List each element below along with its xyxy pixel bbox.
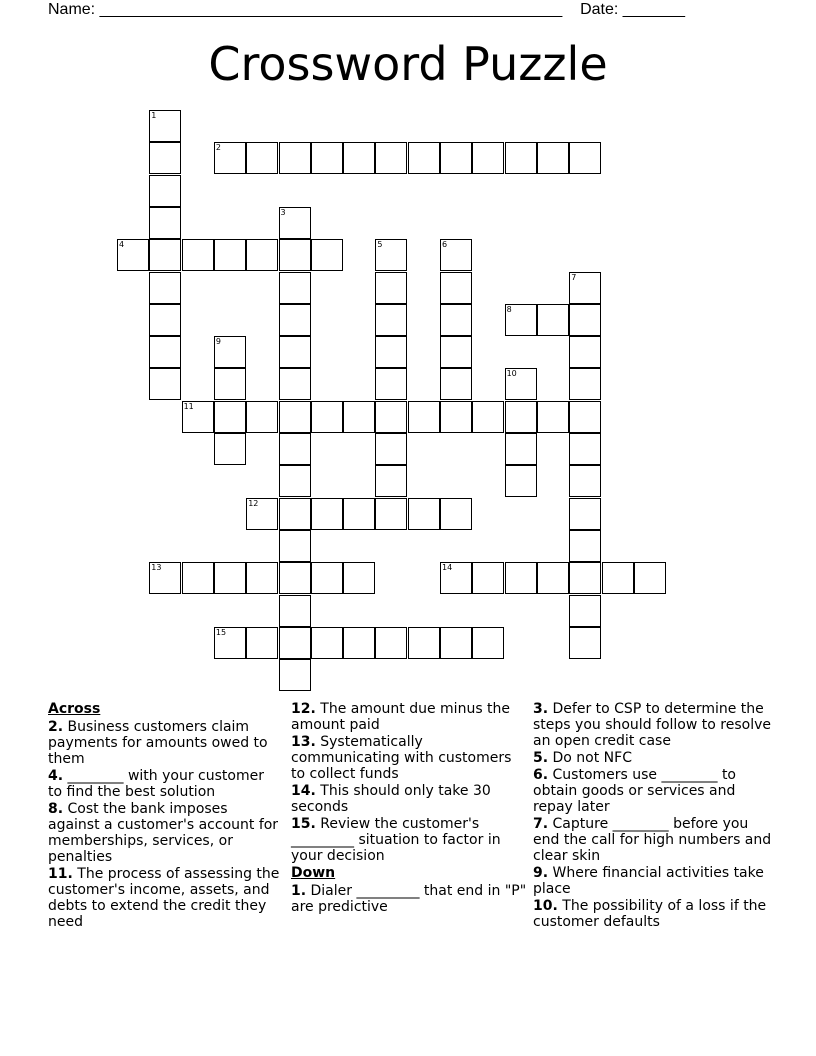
crossword-cell[interactable] — [505, 142, 537, 174]
clue-down — [533, 865, 773, 897]
clue-across — [48, 719, 280, 767]
crossword-cell[interactable] — [149, 562, 181, 594]
crossword-cell[interactable] — [505, 401, 537, 433]
crossword-cell[interactable] — [569, 272, 601, 304]
crossword-cell[interactable] — [602, 562, 634, 594]
crossword-cell[interactable] — [440, 401, 472, 433]
crossword-cell[interactable] — [182, 401, 214, 433]
crossword-cell[interactable] — [408, 498, 440, 530]
clue-text: Capture ________ before you end the call for high numbers and clear skin — [533, 816, 772, 864]
crossword-cell[interactable] — [569, 142, 601, 174]
clue-number: 3. — [533, 701, 549, 717]
crossword-cell[interactable] — [149, 304, 181, 336]
crossword-cell[interactable] — [375, 272, 407, 304]
cell-number: 5 — [377, 240, 383, 250]
clue-text: Review the customer's _________ situation to factor in your decision — [291, 816, 501, 864]
clue-number: 7. — [533, 816, 549, 832]
crossword-cell[interactable] — [279, 368, 311, 400]
crossword-cell[interactable] — [440, 336, 472, 368]
crossword-cell[interactable] — [440, 627, 472, 659]
clue-down — [291, 883, 527, 915]
crossword-cell[interactable] — [472, 627, 504, 659]
clue-text: Dialer _________ that end in "P" are predictive — [291, 883, 527, 915]
crossword-cell[interactable] — [569, 530, 601, 562]
clue-down — [533, 701, 773, 749]
crossword-cell[interactable] — [375, 142, 407, 174]
crossword-cell[interactable] — [214, 142, 246, 174]
crossword-cell[interactable] — [149, 272, 181, 304]
crossword-cell[interactable] — [343, 142, 375, 174]
crossword-cell[interactable] — [279, 530, 311, 562]
cell-number: 4 — [119, 240, 125, 250]
clue-column-1 — [48, 701, 280, 931]
cell-number: 15 — [215, 627, 227, 637]
clue-text: The possibility of a loss if the customer defaults — [533, 898, 767, 930]
crossword-cell[interactable] — [246, 562, 278, 594]
clue-number: 4. — [48, 768, 64, 784]
crossword-cell[interactable] — [279, 401, 311, 433]
crossword-cell[interactable] — [246, 627, 278, 659]
crossword-cell[interactable] — [569, 465, 601, 497]
crossword-cell[interactable] — [279, 239, 311, 271]
clue-text: The amount due minus the amount paid — [291, 701, 511, 733]
crossword-cell[interactable] — [279, 465, 311, 497]
crossword-cell[interactable] — [279, 336, 311, 368]
crossword-cell[interactable] — [117, 239, 149, 271]
clue-across — [48, 801, 280, 865]
clue-across — [48, 768, 280, 800]
cell-number: 6 — [442, 240, 448, 250]
down-heading: Down — [291, 865, 336, 881]
cell-number: 13 — [151, 563, 162, 573]
crossword-cell[interactable] — [472, 401, 504, 433]
crossword-cell[interactable] — [149, 142, 181, 174]
clue-column-3 — [533, 701, 773, 931]
clue-number: 11. — [48, 866, 73, 882]
crossword-cell[interactable] — [279, 627, 311, 659]
clue-text: Cost the bank imposes against a customer's account for memberships, services, or penalties — [48, 801, 279, 865]
crossword-cell[interactable] — [440, 272, 472, 304]
crossword-cell[interactable] — [440, 304, 472, 336]
crossword-cell[interactable] — [279, 595, 311, 627]
date-blank[interactable]: _______ — [622, 1, 686, 18]
crossword-cell[interactable] — [214, 336, 246, 368]
crossword-cell[interactable] — [246, 498, 278, 530]
crossword-cell[interactable] — [343, 562, 375, 594]
crossword-cell[interactable] — [375, 368, 407, 400]
crossword-cell[interactable] — [214, 401, 246, 433]
crossword-cell[interactable] — [279, 272, 311, 304]
crossword-cell[interactable] — [246, 239, 278, 271]
crossword-cell[interactable] — [569, 627, 601, 659]
crossword-cell[interactable] — [311, 239, 343, 271]
clue-text: ________ with your customer to find the best solution — [48, 768, 264, 800]
clue-text: The process of assessing the customer's income, assets, and debts to extend the credit they need — [48, 866, 280, 930]
crossword-cell[interactable] — [214, 368, 246, 400]
clue-number: 10. — [533, 898, 558, 914]
crossword-cell[interactable] — [279, 433, 311, 465]
cell-number: 7 — [571, 272, 577, 282]
clue-across — [291, 783, 527, 815]
cell-number: 1 — [151, 111, 157, 120]
crossword-cell[interactable] — [214, 562, 246, 594]
crossword-cell[interactable] — [311, 142, 343, 174]
crossword-cell[interactable] — [279, 562, 311, 594]
crossword-cell[interactable] — [214, 433, 246, 465]
clue-down — [533, 898, 773, 930]
clue-column-2 — [291, 701, 527, 916]
crossword-cell[interactable] — [279, 304, 311, 336]
cell-number: 2 — [215, 143, 221, 153]
clue-text: Business customers claim payments for amounts owed to them — [48, 719, 268, 767]
clue-number: 9. — [533, 865, 549, 881]
crossword-cell[interactable] — [440, 498, 472, 530]
crossword-cell[interactable] — [149, 368, 181, 400]
crossword-cell[interactable] — [214, 627, 246, 659]
clue-number: 15. — [291, 816, 316, 832]
name-label: Name: — [48, 1, 100, 18]
crossword-cell[interactable] — [375, 498, 407, 530]
across-heading: Across — [48, 701, 101, 717]
clue-number: 8. — [48, 801, 64, 817]
crossword-cell[interactable] — [440, 562, 472, 594]
clue-number: 14. — [291, 783, 316, 799]
clue-text: Where financial activities take place — [533, 865, 764, 897]
puzzle-title: Crossword Puzzle — [208, 37, 608, 91]
crossword-cell[interactable] — [279, 498, 311, 530]
clue-across — [291, 816, 527, 864]
clue-number: 5. — [533, 750, 549, 766]
crossword-cell[interactable] — [408, 142, 440, 174]
crossword-cell[interactable] — [343, 401, 375, 433]
clue-number: 12. — [291, 701, 316, 717]
crossword-cell[interactable] — [149, 175, 181, 207]
crossword-cell[interactable] — [408, 627, 440, 659]
crossword-cell[interactable] — [375, 304, 407, 336]
crossword-cell[interactable] — [472, 562, 504, 594]
cell-number: 8 — [506, 304, 512, 314]
crossword-cell[interactable] — [569, 368, 601, 400]
clue-number: 1. — [291, 883, 307, 899]
clue-text: Defer to CSP to determine the steps you should follow to resolve an open credit case — [533, 701, 771, 749]
crossword-cell[interactable] — [375, 433, 407, 465]
crossword-cell[interactable] — [149, 207, 181, 239]
crossword-cell[interactable] — [569, 595, 601, 627]
clue-text: This should only take 30 seconds — [291, 783, 491, 815]
cell-number: 3 — [280, 207, 286, 217]
crossword-cell[interactable] — [149, 336, 181, 368]
cell-number: 11 — [183, 401, 194, 411]
crossword-cell[interactable] — [375, 239, 407, 271]
crossword-cell[interactable] — [569, 401, 601, 433]
crossword-cell[interactable] — [375, 336, 407, 368]
cell-number: 10 — [506, 369, 517, 379]
crossword-cell[interactable] — [214, 239, 246, 271]
crossword-cell[interactable] — [279, 142, 311, 174]
crossword-cell[interactable] — [505, 433, 537, 465]
crossword-cell[interactable] — [505, 562, 537, 594]
crossword-cell[interactable] — [569, 304, 601, 336]
crossword-cell[interactable] — [569, 562, 601, 594]
crossword-cell[interactable] — [182, 239, 214, 271]
crossword-cell[interactable] — [537, 401, 569, 433]
crossword-cell[interactable] — [311, 627, 343, 659]
crossword-cell[interactable] — [505, 465, 537, 497]
crossword-cell[interactable] — [311, 401, 343, 433]
crossword-cell[interactable] — [246, 401, 278, 433]
crossword-cell[interactable] — [472, 142, 504, 174]
crossword-cell[interactable] — [149, 239, 181, 271]
clue-across — [48, 866, 280, 930]
crossword-cell[interactable] — [634, 562, 666, 594]
crossword-cell[interactable] — [505, 368, 537, 400]
clue-across — [291, 701, 527, 733]
crossword-cell[interactable] — [569, 433, 601, 465]
date-label: Date: — [580, 1, 623, 18]
crossword-cell[interactable] — [343, 498, 375, 530]
crossword-cell[interactable] — [182, 562, 214, 594]
crossword-cell[interactable] — [375, 401, 407, 433]
crossword-cell[interactable] — [569, 336, 601, 368]
crossword-cell[interactable] — [408, 401, 440, 433]
crossword-cell[interactable] — [537, 562, 569, 594]
crossword-cell[interactable] — [343, 627, 375, 659]
crossword-cell[interactable] — [440, 239, 472, 271]
clue-text: Systematically communicating with customers to collect funds — [291, 734, 512, 782]
clue-text: Customers use ________ to obtain goods or services and repay later — [533, 767, 736, 815]
crossword-cell[interactable] — [375, 627, 407, 659]
clue-down — [533, 816, 773, 864]
cell-number: 9 — [215, 337, 221, 347]
clue-number: 6. — [533, 767, 549, 783]
cell-number: 12 — [248, 498, 259, 508]
crossword-cell[interactable] — [440, 368, 472, 400]
crossword-cell[interactable] — [537, 142, 569, 174]
crossword-cell[interactable] — [537, 304, 569, 336]
clue-number: 13. — [291, 734, 316, 750]
clue-down — [533, 767, 773, 815]
crossword-cell[interactable] — [246, 142, 278, 174]
clue-across — [291, 734, 527, 782]
crossword-cell[interactable] — [440, 142, 472, 174]
crossword-cell[interactable] — [569, 498, 601, 530]
clue-number: 2. — [48, 719, 64, 735]
clue-text: Do not NFC — [548, 750, 632, 766]
crossword-cell[interactable] — [311, 498, 343, 530]
crossword-cell[interactable] — [505, 304, 537, 336]
cell-number: 14 — [442, 563, 453, 573]
crossword-cell[interactable] — [311, 562, 343, 594]
crossword-cell[interactable] — [149, 110, 181, 142]
crossword-cell[interactable] — [279, 659, 311, 691]
clue-down — [533, 750, 773, 766]
name-blank[interactable]: ____________________________________________________ — [99, 1, 563, 18]
crossword-cell[interactable] — [375, 465, 407, 497]
crossword-cell[interactable] — [279, 207, 311, 239]
